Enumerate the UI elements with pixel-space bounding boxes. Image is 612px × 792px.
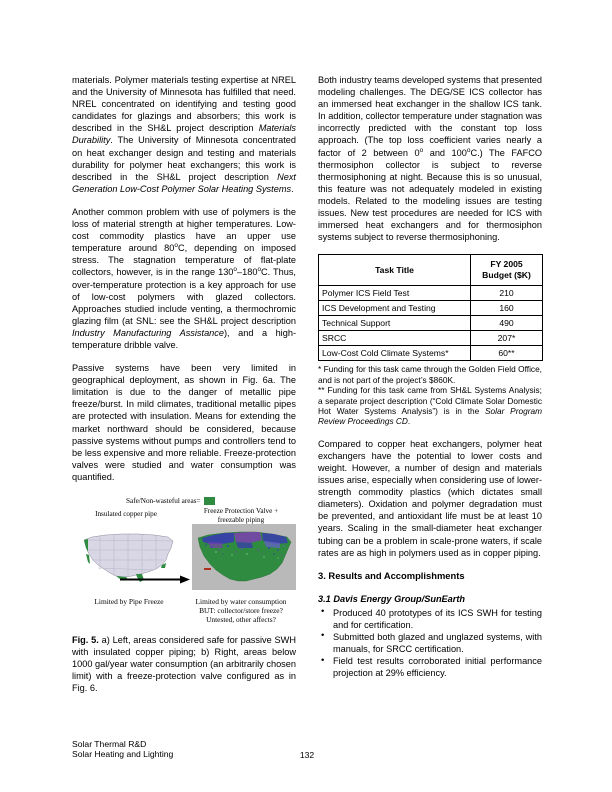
section-heading-results: 3. Results and Accomplishments <box>318 569 465 581</box>
paragraph-passive-systems: Passive systems have been very limited in geographical deployment, as shown in Fig. 6a. The limitation is due to the danger of metallic pipe freeze/burst. In mild climates, traditional metallic pipes are protected with insulation. Means for extending the market northward should be considered, because passive systems without pumps and controllers tend to be less expensive and more reliable. Freeze-protection valves were studied and water consumption was quantified. <box>72 363 296 482</box>
list-item: • Submitted both glazed and unglazed systems, with manuals, for SRCC certification. <box>318 631 542 655</box>
text-run: –180 <box>236 267 258 278</box>
paragraph-materials-polymer <box>72 74 296 195</box>
map-right-title-line1: Freeze Protection Valve + <box>203 507 279 515</box>
legend-label: Safe/Non-wasteful areas= <box>126 497 201 505</box>
table-footnotes <box>318 364 542 426</box>
transition-arrow-icon <box>120 571 190 580</box>
map-right-sublabel <box>186 597 296 625</box>
figure-5-caption <box>72 634 296 694</box>
map-right-sublabel-line2: BUT: collector/store freeze? <box>199 606 283 616</box>
table-row <box>319 301 543 316</box>
text-run: C.) The FAFCO thermosiphon collector is subject to reverse thermosiphoning at night. Because this is so unusual, this feature was not adequately modeled in existing models. Related to the modeling issues are testing issues. New test procedures are needed for ICS with immersed heat exchangers and for thermosiphon systems subject to reverse thermosiphoning. <box>318 147 543 243</box>
italic-title-next-generation: Next Generation Low-Cost Polymer Solar Heating Systems <box>72 171 296 194</box>
table-header-budget <box>471 255 543 286</box>
table-cell-task: ICS Development and Testing <box>319 301 471 316</box>
figure-caption-text: a) Left, areas considered safe for passive SWH with insulated copper piping; b) Right, areas below 1000 gal/year water consumption (an arbitrarily chosen limit) with a freeze-protection valve configured as in Fig. 6. <box>72 635 296 694</box>
subsection-heading-davis-energy: 3.1 Davis Energy Group/SunEarth <box>318 593 466 604</box>
text-run: ), and a high-temperature dribble valve. <box>72 327 296 350</box>
arrow-svg <box>120 575 190 584</box>
page-number: 132 <box>299 750 315 760</box>
two-column-layout <box>72 74 543 694</box>
degree-symbol: o <box>419 146 424 154</box>
footnote-double-asterisk <box>318 385 542 427</box>
degree-symbol: o <box>174 242 178 250</box>
table-row <box>319 316 543 331</box>
table-header-row <box>319 255 543 286</box>
table-cell-task: Low-Cost Cold Climate Systems* <box>319 346 471 361</box>
text-run: C, depending on imposed stress. The stagnation temperature of flat-plate collectors, however, is in the range 130 <box>72 243 296 278</box>
text-run: . <box>291 183 294 194</box>
text-run: and 100 <box>423 147 467 158</box>
right-column <box>318 74 542 679</box>
map-right-svg <box>192 524 296 590</box>
text-run: Another common problem with use of polymers is the loss of material strength at higher temperatures. Low-cost commodity plastics have an upper use temperature around 80 <box>72 206 296 254</box>
degree-symbol: o <box>233 266 237 274</box>
table-row <box>319 346 543 361</box>
figure-5 <box>72 497 296 694</box>
table-header-task-title: Task Title <box>319 255 471 286</box>
paragraph-modeling-challenges <box>318 74 542 243</box>
list-item: • Produced 40 prototypes of its ICS SWH for testing and for certification. <box>318 607 542 631</box>
degree-symbol: o <box>257 266 261 274</box>
map-right-sublabel-line1: Limited by water consumption <box>195 597 287 606</box>
table-row <box>319 331 543 346</box>
table-cell-task: Technical Support <box>319 316 471 331</box>
text-run: materials. Polymer materials testing expertise at NREL and the University of Minnesota has fulfilled that need. NREL concentrated on identifying and testing good candidates for glazings and absorbers; this work is described in the SH&L project description <box>72 75 296 134</box>
table-cell-budget: 60** <box>471 346 543 361</box>
list-item: • Field test results corroborated initial performance projection at 29% efficiency. <box>318 655 542 679</box>
map-usa-freeze-protection-valve <box>192 524 296 590</box>
footer-line-2: Solar Heating and Lighting <box>72 749 174 760</box>
italic-title-materials-durability: Materials Durability <box>72 123 296 146</box>
table-cell-budget: 207* <box>471 331 543 346</box>
italic-title-industry-manufacturing: Industry Manufacturing Assistance <box>72 327 224 338</box>
text-run: Both industry teams developed systems that presented modeling challenges. The DEG/SE ICS collector has an immersed heat exchanger in the shallow ICS tank. In addition, collector temperature under stagnation was incorrectly predicted with the constant top loss approach. (The top loss coefficient varies nearly a factor of 2 between 0 <box>318 75 542 158</box>
map-left-sublabel: Limited by Pipe Freeze <box>94 597 164 606</box>
italic-title-proceedings: Solar Program Review Proceedings CD <box>318 405 542 427</box>
text-run: C. Thus, over-temperature protection is a key approach for use of low-cost polymers with glazed collectors. Approaches studied include venting, a thermochromic glazing film (at SNL: see the SH&L project description <box>72 267 296 326</box>
table-cell-budget: 160 <box>471 301 543 316</box>
footnote-single-asterisk: * Funding for this task came through the Golden Field Office, and is not part of the project’s $860K. <box>318 364 542 385</box>
table-cell-task: SRCC <box>319 331 471 346</box>
text-run: . <box>407 416 411 427</box>
table-cell-budget: 490 <box>471 316 543 331</box>
paragraph-temperature-limits <box>72 206 296 351</box>
map-right-sublabel-line3: Untested, other affects? <box>206 615 276 625</box>
table-cell-budget: 210 <box>471 286 543 301</box>
degree-symbol: o <box>466 146 471 154</box>
map-right-title <box>186 507 296 525</box>
bullet-list-accomplishments <box>318 607 542 680</box>
figure-caption-label: Fig. 5. <box>72 635 99 645</box>
footer-line-1: Solar Thermal R&D <box>72 739 147 749</box>
map-left-title: Insulated copper pipe <box>95 510 157 518</box>
table-header-budget-line1: FY 2005 <box>490 259 523 270</box>
table-header-budget-line2: Budget ($K) <box>482 270 531 281</box>
paragraph-polymer-heat-exchangers: Compared to copper heat exchangers, polymer heat exchangers have the potential to lower costs and weight. However, a number of design and materials issues arise, especially when considering use of lower-strength commodity plastics (which dictates small diameters). Oxidation and polymer degradation must be prevented, and antioxidant life must be at least 10 years. Scaling in the small-diameter heat exchanger tubing can be a problem in scale-prone waters, if scale rates are as high in polymers used as in copper piping. <box>318 438 542 558</box>
left-column <box>72 74 296 694</box>
map-right-title-line2: freezable piping <box>217 516 265 524</box>
legend-color-swatch <box>204 497 215 505</box>
text-run: . The University of Minnesota concentrated on heat exchanger design and testing and materials durability for polymer heat exchangers; this work is described in the SH&L project description <box>72 135 296 182</box>
budget-table <box>318 254 543 361</box>
table-row <box>319 286 543 301</box>
table-cell-task: Polymer ICS Field Test <box>319 286 471 301</box>
figure-legend <box>126 497 296 505</box>
text-run: ** Funding for this task came from SH&L Systems Analysis; a separate project description (“Cold Climate Solar Domestic Hot Water Systems Analysis”) is in the <box>318 385 542 416</box>
